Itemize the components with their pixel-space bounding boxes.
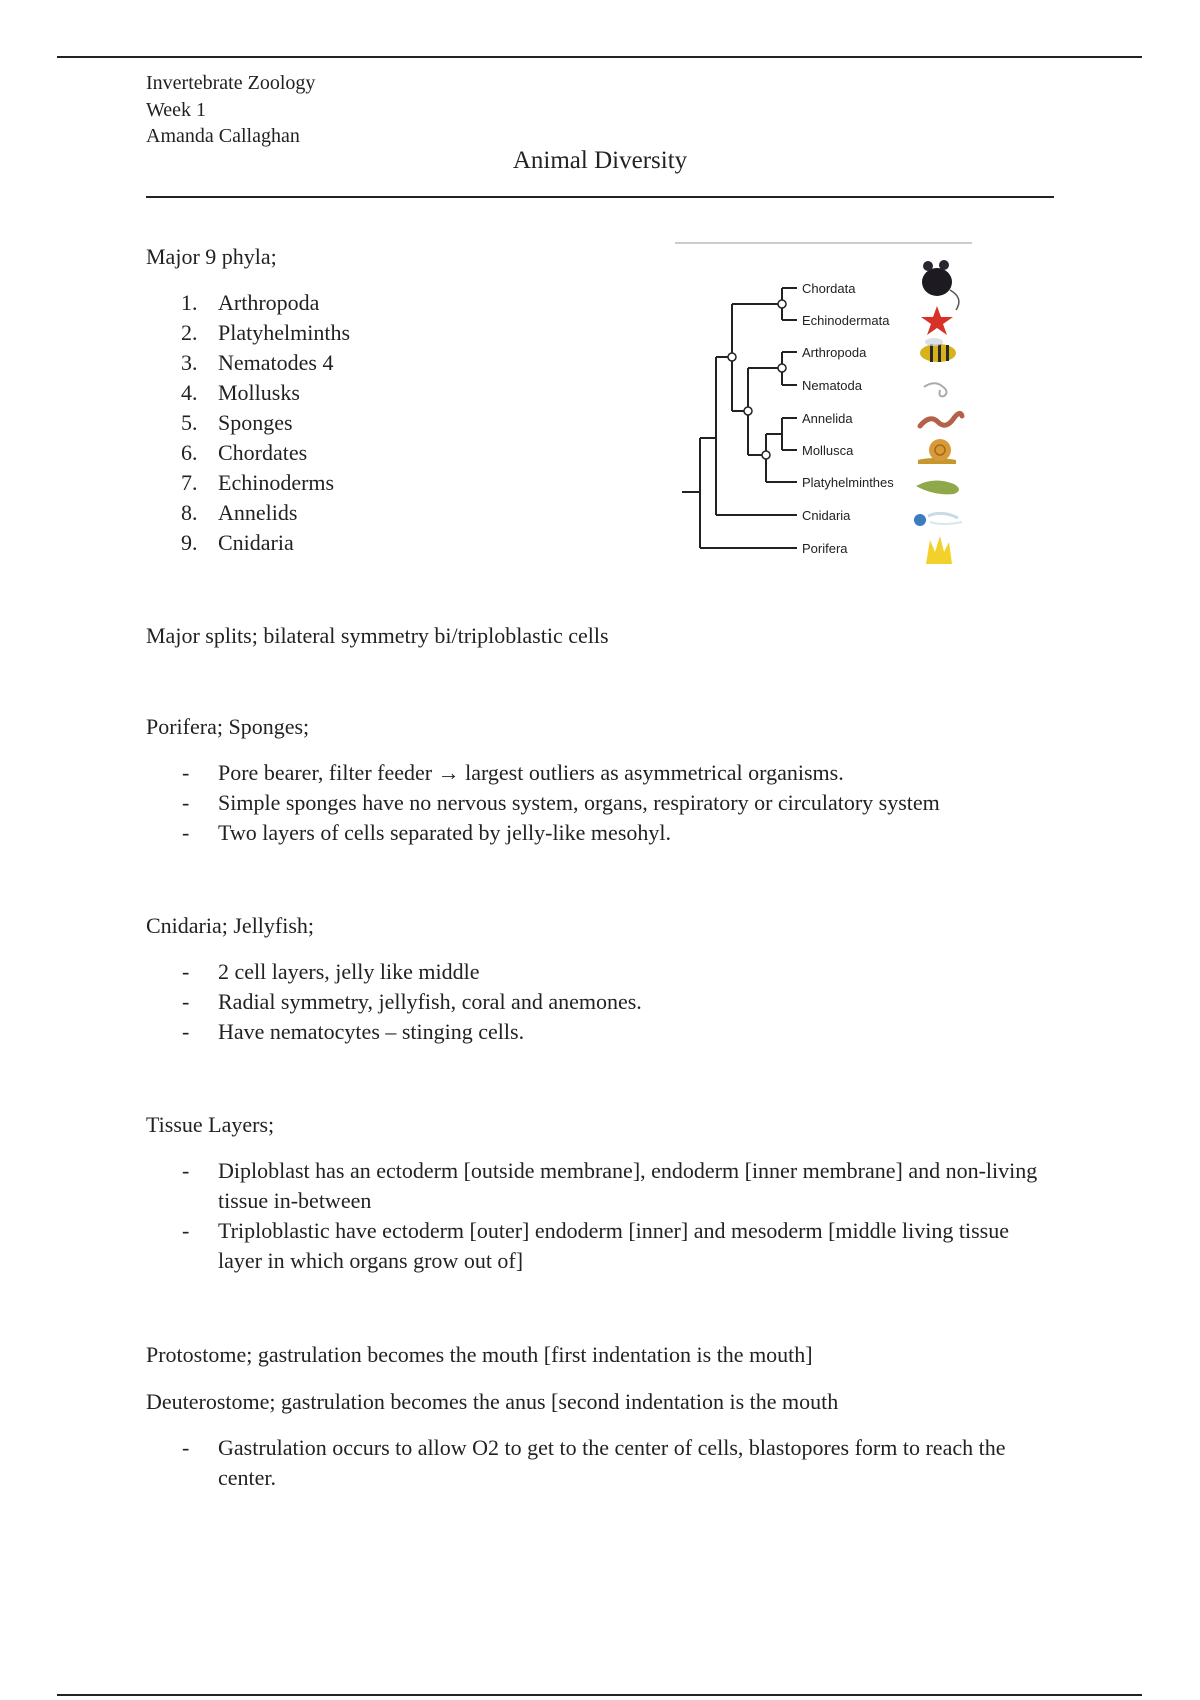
taxon-label: Porifera <box>802 541 848 556</box>
taxon-label: Platyhelminthes <box>802 475 894 490</box>
taxon-label: Nematoda <box>802 378 862 393</box>
deuterostome-text: Deuterostome; gastrulation becomes the anus [second indentation is the mouth <box>146 1389 839 1414</box>
list-item: - Radial symmetry, jellyfish, coral and anemones. <box>146 987 1038 1017</box>
gastrulation-bullets <box>146 1433 1038 1493</box>
tissue-bullets <box>146 1156 1038 1276</box>
tissue-heading: Tissue Layers; <box>146 1112 275 1137</box>
cnidaria-heading: Cnidaria; Jellyfish; <box>146 913 315 938</box>
phyla-list <box>146 288 350 558</box>
list-item: - Triploblastic have ectoderm [outer] endoderm [inner] and mesoderm [middle living tissue layer in which organs grow out of] <box>146 1216 1038 1276</box>
page-top-rule <box>57 56 1142 58</box>
bee-icon <box>920 338 956 362</box>
list-item: 4. Mollusks <box>181 380 300 405</box>
taxon-label: Cnidaria <box>802 508 851 523</box>
page-bottom-rule <box>57 1694 1142 1696</box>
page-title: Animal Diversity <box>512 147 688 174</box>
taxon-label: Chordata <box>802 281 856 296</box>
jellyfish-icon <box>914 513 962 526</box>
author-name: Amanda Callaghan <box>146 125 300 147</box>
list-item: - Simple sponges have no nervous system, organs, respiratory or circulatory system <box>146 788 1038 818</box>
list-item: - Gastrulation occurs to allow O2 to get to the center of cells, blastopores form to reach the center. <box>146 1433 1038 1493</box>
course-name: Invertebrate Zoology <box>146 72 316 94</box>
nematode-icon <box>924 383 947 396</box>
list-item: - 2 cell layers, jelly like middle <box>146 957 1038 987</box>
porifera-bullets <box>146 758 1038 848</box>
phylogenetic-tree-figure <box>672 240 982 580</box>
major-splits-text: Major splits; bilateral symmetry bi/triploblastic cells <box>146 623 609 648</box>
cnidaria-bullets <box>146 957 1038 1047</box>
document-header <box>146 70 315 150</box>
week-label: Week 1 <box>146 98 207 121</box>
tree-nodes <box>728 300 786 459</box>
porifera-heading: Porifera; Sponges; <box>146 714 310 739</box>
list-item: 9. Cnidaria <box>181 530 294 555</box>
list-item: - Diploblast has an ectoderm [outside membrane], endoderm [inner membrane] and non-living tissue in-between <box>146 1156 1038 1216</box>
list-item: - Pore bearer, filter feeder → largest outliers as asymmetrical organisms. <box>146 758 1038 788</box>
mouse-icon <box>922 260 959 310</box>
taxon-label: Arthropoda <box>802 345 867 360</box>
snail-icon <box>918 439 956 464</box>
taxon-label: Annelida <box>802 411 853 426</box>
starfish-icon <box>921 306 953 335</box>
taxon-label: Echinodermata <box>802 313 890 328</box>
list-item: 7. Echinoderms <box>181 470 335 495</box>
earthworm-icon <box>920 413 962 426</box>
title-underline <box>146 196 1054 198</box>
list-item: - Have nematocytes – stinging cells. <box>146 1017 1038 1047</box>
list-item: 1. Arthropoda <box>181 290 320 315</box>
list-item: 3. Nematodes 4 <box>181 350 334 375</box>
list-item: 6. Chordates <box>181 440 308 465</box>
protostome-text: Protostome; gastrulation becomes the mouth [first indentation is the mouth] <box>146 1342 813 1367</box>
flatworm-icon <box>916 480 959 494</box>
phyla-heading: Major 9 phyla; <box>146 244 277 269</box>
tree-labels <box>802 281 894 556</box>
list-item: 5. Sponges <box>181 410 293 435</box>
sponge-icon <box>926 536 952 564</box>
list-item: 8. Annelids <box>181 500 298 525</box>
list-item: - Two layers of cells separated by jelly-like mesohyl. <box>146 818 1038 848</box>
tree-branches <box>682 288 797 548</box>
taxon-label: Mollusca <box>802 443 854 458</box>
list-item: 2. Platyhelminths <box>181 320 350 345</box>
